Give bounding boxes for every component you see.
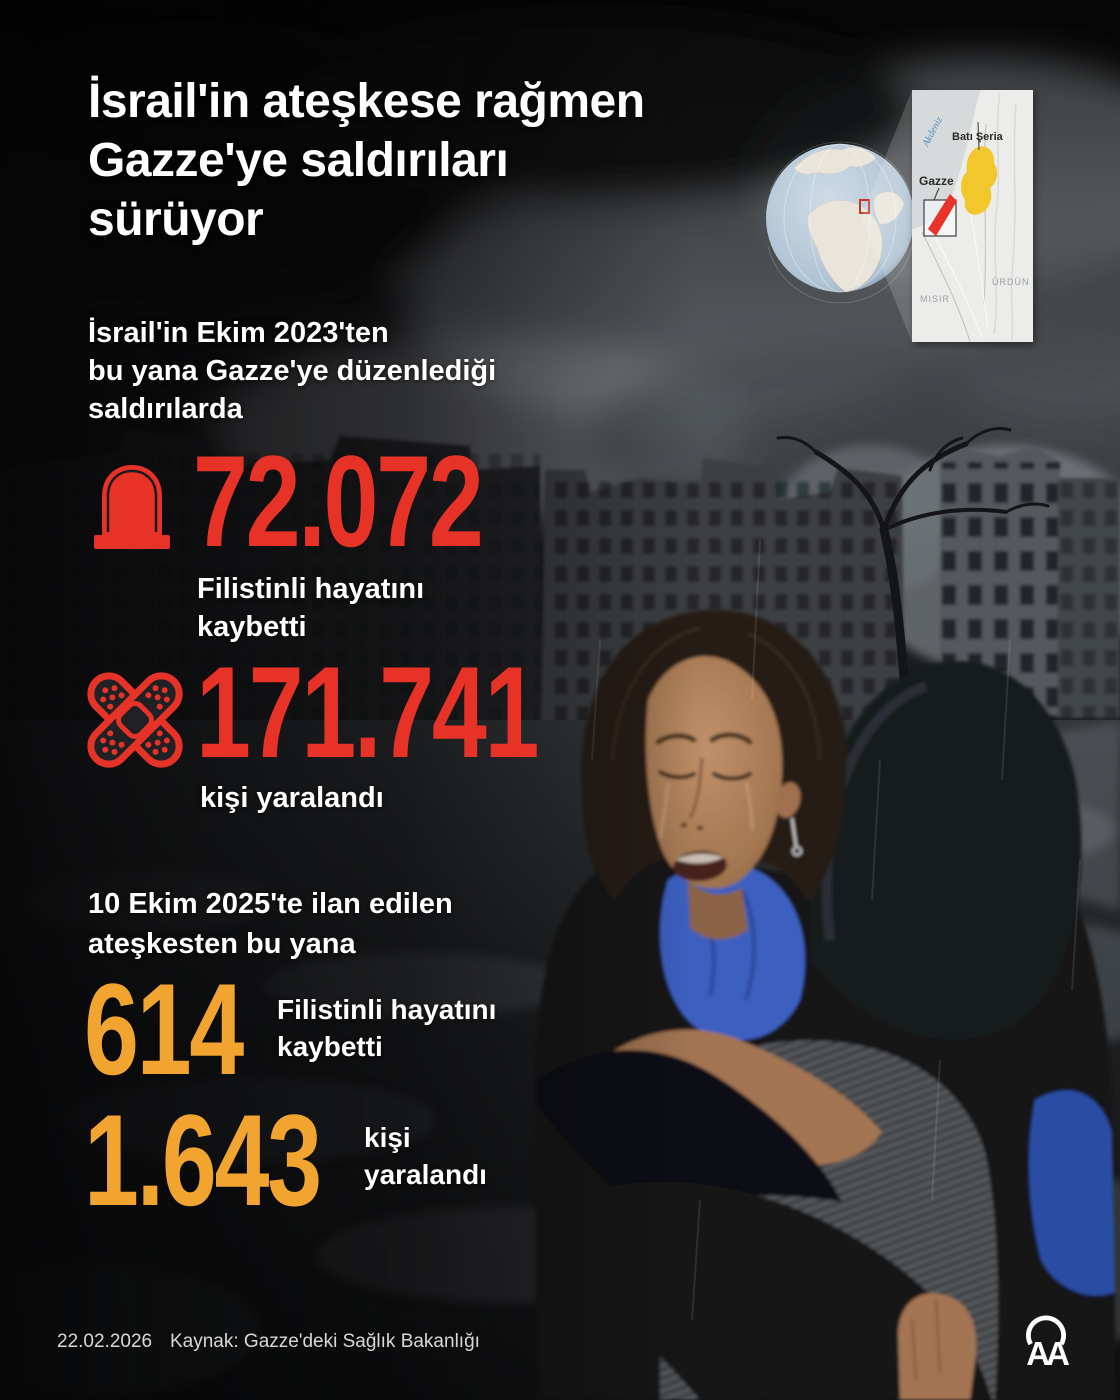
ceasefire-line-1: 10 Ekim 2025'te ilan edilen: [88, 888, 453, 920]
date-stamp: 22.02.2026: [57, 1331, 153, 1352]
ceasefire-paragraph: [88, 884, 453, 964]
map-label-sea: Akdeniz: [920, 115, 946, 149]
stat-deaths-ceasefire-label: [277, 991, 496, 1065]
ceasefire-line-2: ateşkesten bu yana: [88, 928, 356, 960]
aa-agency-logo: [1020, 1312, 1072, 1370]
stat-injured-ceasefire-label-1: kişi: [364, 1122, 411, 1153]
stat-deaths-total-label-2: kaybetti: [197, 611, 307, 643]
title-line-1: İsrail'in ateşkese rağmen: [88, 75, 645, 128]
stat-injured-ceasefire-label: [364, 1119, 487, 1193]
stat-injured-total-label: kişi yaralandı: [200, 782, 384, 814]
intro-line-3: saldırılarda: [88, 393, 243, 425]
zoom-beam: [861, 90, 912, 342]
page-title: [88, 72, 645, 249]
title-line-2: Gazze'ye saldırıları: [88, 134, 509, 187]
map-inset: [912, 90, 1033, 342]
intro-line-1: İsrail'in Ekim 2023'ten: [88, 317, 389, 349]
map-label-egypt: MISIR: [920, 294, 951, 304]
stat-injured-ceasefire-label-2: yaralandı: [364, 1159, 487, 1190]
tombstone-icon: [92, 458, 172, 550]
title-line-3: sürüyor: [88, 193, 264, 246]
map-label-west-bank: Batı Şeria: [952, 131, 1003, 143]
stat-deaths-total-label-1: Filistinli hayatını: [197, 573, 425, 605]
stat-deaths-ceasefire-label-2: kaybetti: [277, 1031, 383, 1062]
crossed-bandages-icon: [84, 664, 186, 776]
map-label-jordan: ÜRDÜN: [992, 277, 1030, 287]
locator-map: [764, 64, 1044, 350]
stat-deaths-ceasefire: 614: [84, 956, 243, 1102]
stat-deaths-ceasefire-label-1: Filistinli hayatını: [277, 994, 497, 1025]
stat-deaths-total: 72.072: [193, 428, 482, 574]
stat-injured-total: 171.741: [196, 639, 538, 785]
map-label-gaza: Gazze: [919, 174, 954, 188]
stat-injured-ceasefire: 1.643: [84, 1087, 320, 1233]
source-credit: Kaynak: Gazze'deki Sağlık Bakanlığı: [170, 1331, 480, 1352]
intro-paragraph: [88, 314, 496, 428]
intro-line-2: bu yana Gazze'ye düzenlediği: [88, 355, 497, 387]
aa-logo-letters: AA: [1026, 1335, 1066, 1370]
stat-deaths-total-label: [197, 570, 424, 646]
